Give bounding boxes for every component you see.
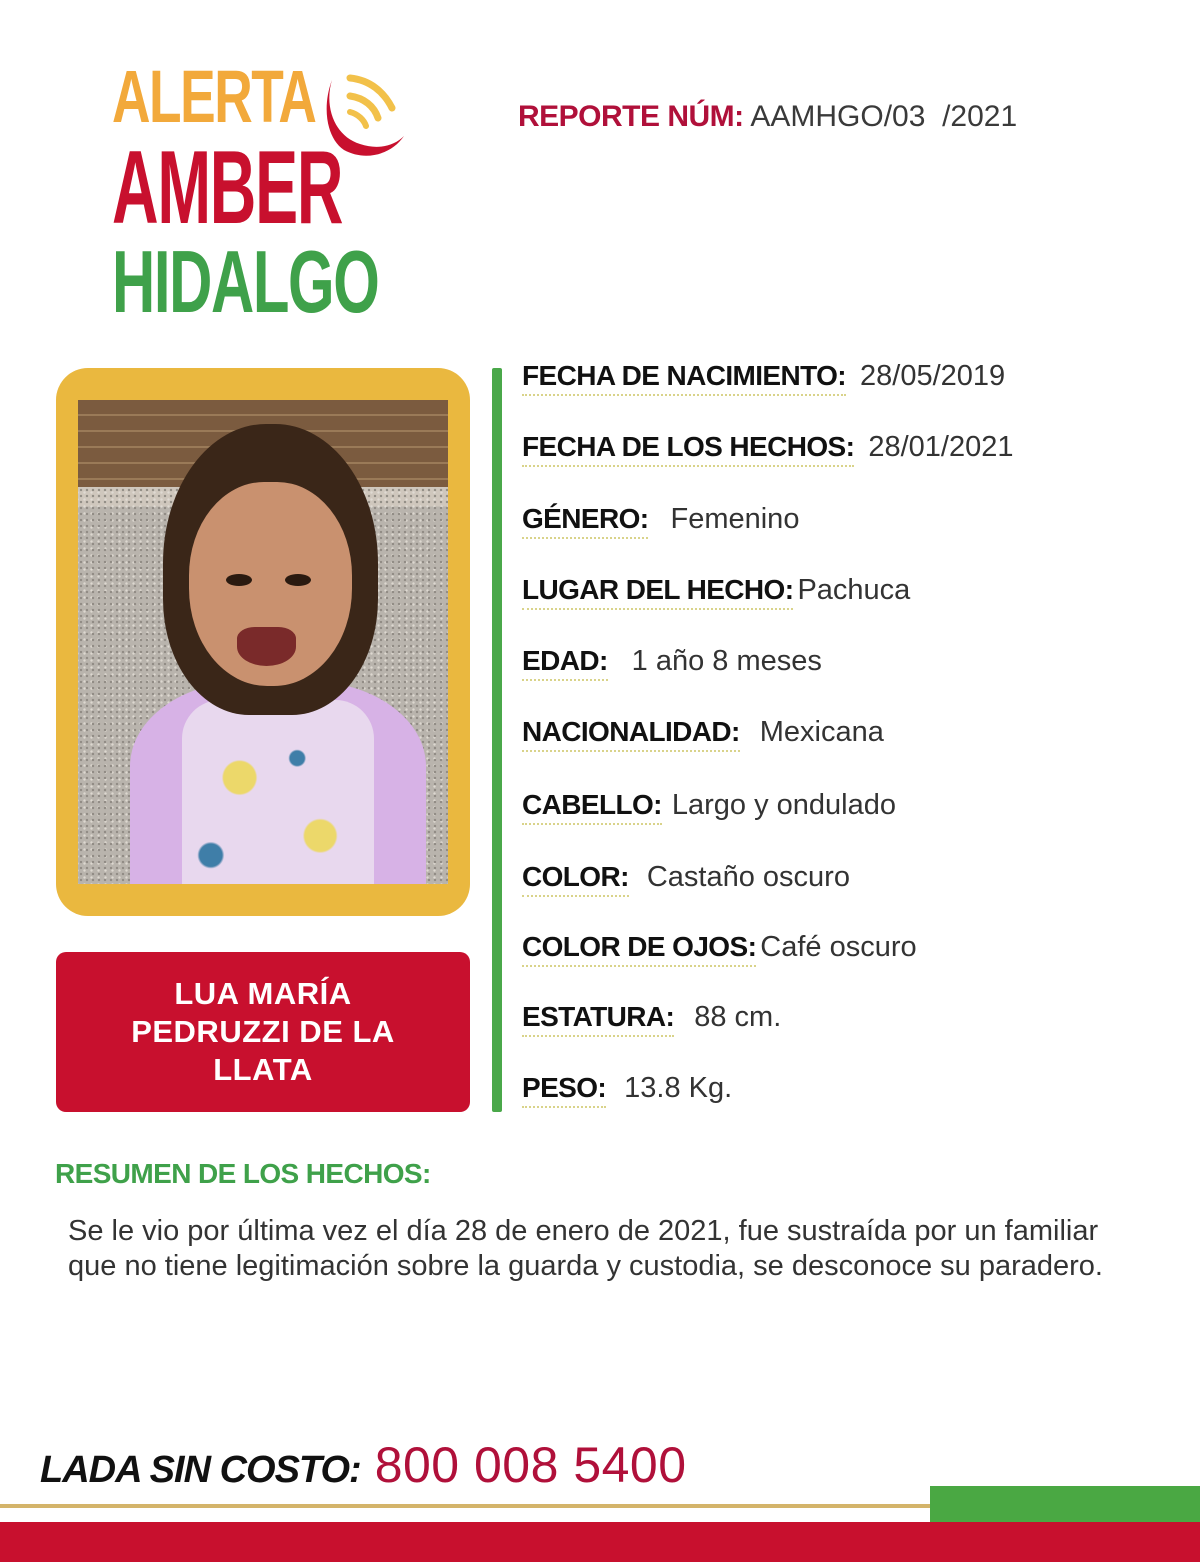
footer-red-bar <box>0 1522 1200 1562</box>
detail-label: COLOR: <box>522 861 629 897</box>
detail-row-nationality <box>522 716 884 752</box>
logo-alerta: ALERTA <box>112 55 316 138</box>
detail-row-age <box>522 645 822 681</box>
detail-label: ESTATURA: <box>522 1001 674 1037</box>
logo-amber: AMBER <box>112 130 343 246</box>
child-photo <box>78 400 448 884</box>
report-number-value: AAMHGO/03 /2021 <box>750 100 1018 133</box>
hotline-label: LADA SIN COSTO: <box>40 1449 361 1491</box>
summary-text: Se le vio por última vez el día 28 de enero de 2021, fue sustraída por un familiar que no tiene legitimación sobre la guarda y custodia, se desconoce su paradero. <box>68 1215 1103 1282</box>
footer-green-bar <box>930 1486 1200 1522</box>
hotline <box>40 1436 687 1494</box>
detail-value: 28/01/2021 <box>868 431 1014 463</box>
detail-row-birthdate <box>522 360 1005 396</box>
detail-value: 88 cm. <box>694 1001 782 1033</box>
detail-label: LUGAR DEL HECHO: <box>522 574 793 610</box>
detail-value: 13.8 Kg. <box>624 1072 733 1104</box>
detail-row-hair <box>522 789 896 825</box>
detail-row-eye-color <box>522 931 917 967</box>
detail-label: GÉNERO: <box>522 503 648 539</box>
detail-label: EDAD: <box>522 645 608 681</box>
detail-value: Femenino <box>670 503 800 535</box>
detail-value: Largo y ondulado <box>671 789 896 821</box>
detail-value: Mexicana <box>759 716 884 748</box>
horn-signal-icon <box>320 66 410 176</box>
detail-row-place <box>522 574 910 610</box>
detail-label: NACIONALIDAD: <box>522 716 740 752</box>
detail-row-weight <box>522 1072 732 1108</box>
detail-row-gender <box>522 503 799 539</box>
detail-row-hair-color <box>522 861 850 897</box>
report-number-label: REPORTE NÚM: <box>518 100 744 133</box>
detail-value: Café oscuro <box>760 931 917 963</box>
detail-row-height <box>522 1001 781 1037</box>
logo-hidalgo: HIDALGO <box>112 232 379 331</box>
child-name-box <box>56 952 470 1112</box>
detail-row-incident-date <box>522 431 1013 467</box>
green-divider <box>492 368 502 1112</box>
hotline-number[interactable]: 800 008 5400 <box>374 1437 687 1493</box>
footer-gold-line <box>0 1504 930 1508</box>
detail-value: 28/05/2019 <box>860 360 1006 392</box>
summary-title: RESUMEN DE LOS HECHOS: <box>55 1158 431 1189</box>
report-number <box>518 100 1017 134</box>
detail-label: FECHA DE NACIMIENTO: <box>522 360 846 396</box>
detail-value: 1 año 8 meses <box>631 645 822 677</box>
child-name: LUA MARÍA PEDRUZZI DE LA LLATA <box>131 976 395 1087</box>
detail-label: CABELLO: <box>522 789 662 825</box>
detail-value: Pachuca <box>797 574 911 606</box>
detail-label: FECHA DE LOS HECHOS: <box>522 431 854 467</box>
alerta-amber-hidalgo-logo <box>112 55 412 331</box>
detail-label: COLOR DE OJOS: <box>522 931 756 967</box>
photo-frame <box>56 368 470 916</box>
detail-value: Castaño oscuro <box>646 861 850 893</box>
detail-label: PESO: <box>522 1072 606 1108</box>
